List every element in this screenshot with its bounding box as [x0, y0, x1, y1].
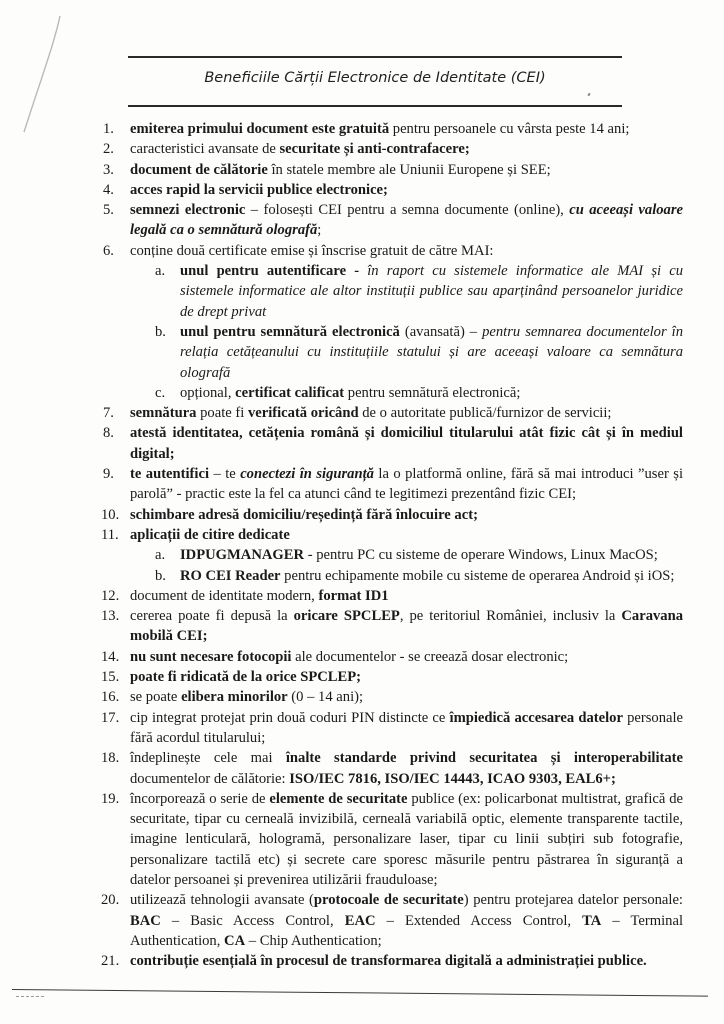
text-segment: ; — [317, 222, 322, 239]
sub-list-item — [103, 545, 683, 565]
list-item — [103, 708, 683, 749]
list-item-number: 6. — [103, 242, 114, 259]
list-item-number: 4. — [103, 181, 114, 198]
text-segment: la o platformă online, fără să mai introduci ”user și parolă” - practic este la fel ca atunci când te legitimezi prezentând fizic CEI; — [130, 466, 683, 503]
text-segment: IDPUGMANAGER — [180, 547, 305, 564]
text-segment: semnezi electronic — [130, 202, 246, 219]
text-segment: se poate — [130, 689, 182, 706]
list-item — [103, 951, 683, 971]
text-segment: (avansată) – — [399, 323, 483, 340]
text-segment: înalte standarde privind securitatea și interoperabilitate — [285, 750, 683, 767]
title-rule-top — [128, 56, 622, 58]
list-item — [103, 180, 683, 200]
list-item — [103, 606, 683, 647]
text-segment: EAC — [344, 912, 376, 929]
text-segment: pentru persoanele cu vârsta peste 14 ani; — [389, 121, 630, 137]
sub-list-item-letter: a. — [155, 547, 166, 564]
text-segment: semnătura — [130, 405, 197, 422]
list-item-number: 2. — [103, 141, 114, 158]
list-item-number: 14. — [101, 648, 120, 665]
text-segment: pentru echipamente mobile cu sisteme de operarea Android și iOS; — [280, 567, 675, 584]
text-segment: unul pentru semnătură electronică — [180, 323, 400, 340]
text-segment: – Chip Authentication; — [245, 932, 382, 949]
text-segment: de o autoritate publică/furnizor de servicii; — [358, 405, 612, 422]
text-segment: , pe teritoriul României, inclusiv la — [399, 608, 622, 625]
title-rule-bottom — [128, 105, 622, 107]
list-item — [103, 241, 683, 261]
text-segment: CA — [224, 932, 246, 949]
list-item-number: 12. — [101, 587, 120, 604]
text-segment: pentru semnătură electronică; — [344, 384, 521, 401]
text-segment: încorporează o serie de — [130, 790, 270, 807]
list-item — [103, 403, 683, 423]
list-item — [103, 789, 683, 890]
text-segment: opțional, — [180, 384, 236, 401]
text-segment: acces rapid la servicii publice electronice; — [130, 181, 388, 198]
text-segment: ISO/IEC 7816, ISO/IEC 14443, ICAO 9303, EAL6+; — [289, 770, 616, 787]
text-segment: ) pentru protejarea datelor personale: — [463, 892, 683, 909]
text-segment: atestă identitatea, cetățenia română și domiciliul titularului atât fizic cât și în mediul digital; — [130, 425, 683, 462]
text-segment: în raport cu sistemele informatice ale MAI și cu sistemele informatice ale altor instituții publice sau aparținând persoanelor juridice de drept privat — [180, 263, 683, 320]
text-segment: caracteristici avansate de — [130, 141, 280, 158]
list-item — [103, 586, 683, 606]
text-segment: format ID1 — [318, 587, 389, 604]
sub-list-item — [103, 566, 683, 586]
text-segment: BAC — [130, 912, 161, 929]
text-segment: protocoale de securitate — [313, 892, 464, 909]
text-segment: ale documentelor - se creează dosar electronic; — [291, 648, 569, 665]
list-item — [103, 464, 683, 505]
text-segment: cip integrat protejat prin două coduri PIN distincte ce — [130, 709, 450, 726]
text-segment: elibera minorilor — [181, 689, 288, 706]
list-item — [103, 160, 683, 180]
text-segment: – te — [209, 466, 241, 483]
text-segment: certificat calificat — [235, 384, 345, 401]
benefits-list — [103, 119, 683, 971]
text-segment: – folosești CEI pentru a semna documente (online), — [245, 202, 570, 219]
footer-rule — [12, 989, 708, 997]
text-segment: documentelor de călătorie: — [130, 770, 290, 787]
list-item-number: 16. — [101, 689, 120, 706]
text-segment: unul pentru autentificare - — [180, 263, 360, 280]
list-item — [103, 139, 683, 159]
list-item — [103, 119, 683, 139]
list-item-number: 13. — [101, 608, 120, 625]
text-segment: – Terminal Authentication, — [130, 912, 683, 949]
sub-list-item-letter: c. — [155, 384, 166, 401]
text-segment: Caravana mobilă CEI; — [130, 608, 683, 645]
text-segment: în statele membre ale Uniunii Europene și SEE; — [267, 161, 551, 178]
sub-list-item-letter: b. — [155, 323, 166, 340]
text-segment: document de călătorie — [130, 161, 268, 178]
list-item-number: 20. — [101, 892, 120, 909]
list-item-number: 15. — [101, 669, 120, 686]
text-segment: elemente de securitate — [269, 790, 408, 807]
text-segment: TA — [582, 912, 602, 929]
list-item — [103, 200, 683, 241]
list-item — [103, 525, 683, 545]
text-segment: (0 – 14 ani); — [287, 689, 364, 706]
list-item — [103, 647, 683, 667]
text-segment: - pentru PC cu sisteme de operare Windows, Linux MacOS; — [304, 547, 658, 564]
text-segment: utilizează tehnologii avansate ( — [130, 892, 314, 909]
text-segment: cererea poate fi depusă la — [130, 608, 294, 625]
text-segment: securitate și anti-contrafacere; — [279, 141, 470, 158]
text-segment: RO CEI Reader — [180, 567, 281, 584]
list-item-number: 3. — [103, 161, 114, 178]
text-segment: – Basic Access Control, — [160, 912, 345, 929]
text-segment: publice (ex: policarbonat multistrat, grafică de securitate, tipar cu cerneală invizibilă, cerneală variabilă optic, elemente transparente tactile, imagine lenticulară, hologramă, personalizare laser, tipar cu linii subțiri sub fotografie, personalizare tactilă etc) și secrete care sporesc măsurile pentru păstrarea în siguranță a datelor persoanei și prevenirea utilizării frauduloase; — [130, 790, 684, 888]
text-segment: nu sunt necesare fotocopii — [130, 648, 292, 665]
list-item — [103, 505, 683, 525]
text-segment: emiterea primului document este gratuită — [130, 121, 390, 137]
text-segment: cu aceeași valoare legală ca o semnătură olografă — [130, 202, 684, 239]
text-segment: poate fi ridicată de la orice SPCLEP; — [130, 669, 362, 686]
text-segment: poate fi — [196, 405, 248, 422]
scan-speck — [587, 93, 590, 97]
list-item-number: 9. — [103, 466, 114, 483]
footer-mark — [16, 996, 44, 998]
list-item-number: 7. — [103, 405, 114, 422]
sub-list-item — [103, 322, 683, 383]
list-item-number: 1. — [103, 121, 114, 137]
text-segment: document de identitate modern, — [130, 587, 319, 604]
sub-list-item-letter: b. — [155, 567, 166, 584]
list-item — [103, 687, 683, 707]
list-item-number: 17. — [101, 709, 120, 726]
list-item-number: 11. — [101, 526, 119, 543]
text-segment: conține două certificate emise și înscrise gratuit de către MAI: — [130, 242, 494, 259]
text-segment: te autentifici — [130, 466, 210, 483]
text-segment: aplicații de citire dedicate — [130, 526, 290, 543]
text-segment: schimbare adresă domiciliu/reședință fără înlocuire act; — [130, 506, 478, 523]
text-segment: oricare SPCLEP — [293, 608, 400, 625]
list-item — [103, 890, 683, 951]
list-item-number: 8. — [103, 425, 114, 442]
text-segment: conectezi în siguranță — [240, 466, 374, 483]
sub-list-item-letter: a. — [155, 263, 166, 280]
text-segment: îndeplinește cele mai — [130, 750, 286, 767]
sub-list-item — [103, 261, 683, 322]
sub-list-item — [103, 383, 683, 403]
page-title: Beneficiile Cărții Electronice de Identitate (CEI) — [204, 70, 546, 86]
list-item-number: 18. — [101, 750, 120, 767]
text-segment: verificată oricând — [247, 405, 359, 422]
list-item — [103, 748, 683, 789]
text-segment: pentru semnarea documentelor în relația cetățeanului cu instituțiile statului și are aceeași valoare ca semnătura olografă — [180, 323, 683, 381]
list-item — [103, 423, 683, 464]
pen-stroke-mark — [20, 14, 64, 134]
list-item-number: 21. — [101, 953, 120, 970]
list-item-number: 19. — [101, 790, 120, 807]
text-segment: împiedică accesarea datelor — [449, 709, 623, 726]
list-item-number: 10. — [101, 506, 120, 523]
text-segment: – Extended Access Control, — [375, 912, 583, 929]
text-segment: contribuție esențială în procesul de transformarea digitală a administrației publice. — [130, 953, 647, 970]
list-item — [103, 667, 683, 687]
list-item-number: 5. — [103, 202, 114, 219]
text-segment: personale fără acordul titularului; — [130, 709, 683, 746]
